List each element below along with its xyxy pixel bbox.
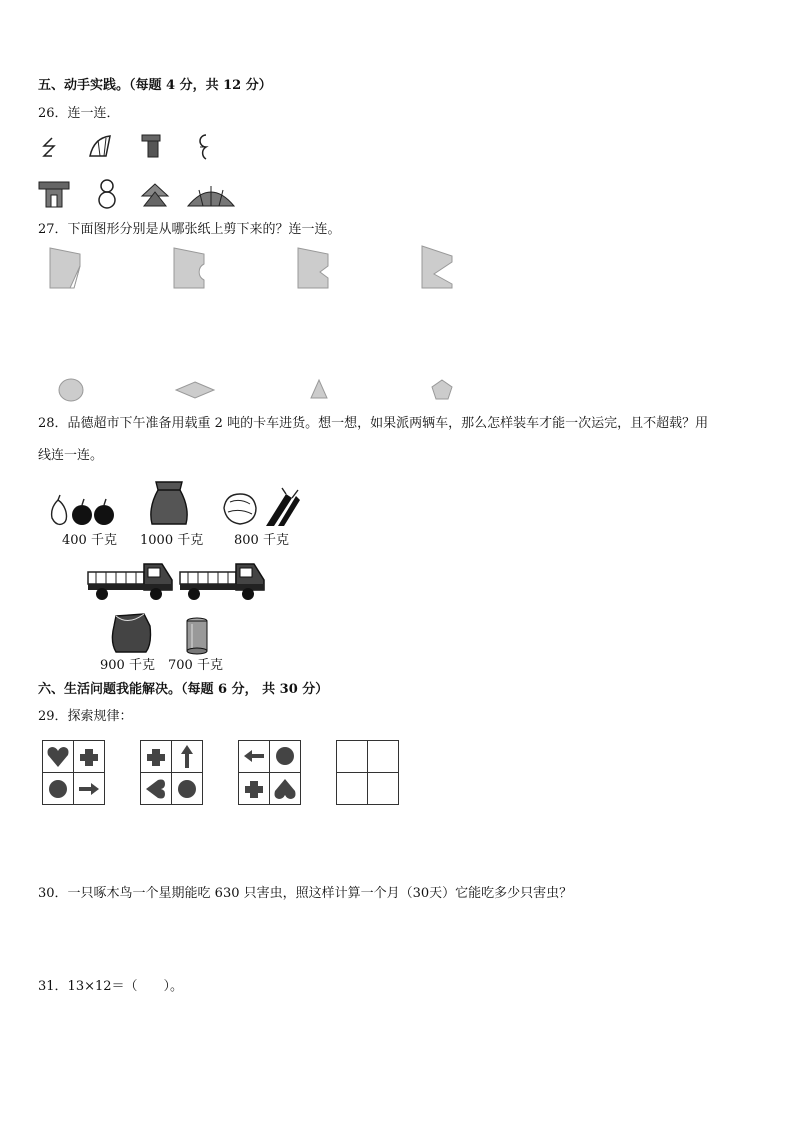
q28-text-line2: 线连一连。	[38, 448, 104, 463]
q27-triangle-shape	[309, 378, 329, 402]
pattern-grid-1	[42, 740, 106, 806]
q27-paper-piece-1	[48, 244, 84, 292]
can-icon	[184, 616, 210, 656]
q26-whole-house-icon	[38, 180, 70, 210]
q27-diamond-shape	[174, 381, 216, 401]
q26-whole-snowman-icon	[96, 178, 118, 210]
goods-label-400: 400 千克	[62, 533, 117, 548]
q26-whole-umbrella-icon	[186, 184, 236, 210]
bag-icon	[108, 612, 154, 656]
section5-heading: 五、动手实践。（每题 4 分，共 12 分）	[38, 78, 272, 93]
truck-icon-2	[178, 558, 268, 602]
q27-pentagon-shape	[430, 378, 454, 402]
q27-paper-piece-4	[420, 244, 458, 292]
goods-label-900: 900 千克	[100, 658, 155, 673]
goods-label-1000: 1000 千克	[140, 533, 204, 548]
q29-text: 29．探索规律：	[38, 709, 133, 724]
pattern-grid-2	[140, 740, 204, 806]
circle-icon	[178, 780, 196, 798]
q26-part-snowman-half-icon	[194, 133, 212, 161]
q27-text: 27．下面图形分别是从哪张纸上剪下来的？连一连。	[38, 222, 341, 237]
pattern-grid-3	[238, 740, 302, 806]
goods-label-800: 800 千克	[234, 533, 289, 548]
q27-paper-piece-2	[172, 244, 210, 292]
truck-icon-1	[86, 558, 176, 602]
q28-text-line1: 28．品德超市下午准备用载重 2 吨的卡车进货。想一想，如果派两辆车，那么怎样装车才能一次运完，且不超载？用	[38, 416, 709, 431]
circle-icon	[276, 747, 294, 765]
q27-paper-piece-3	[296, 244, 334, 292]
q27-circle-shape	[58, 378, 86, 402]
q30-text: 30．一只啄木鸟一个星期能吃 630 只害虫，照这样计算一个月（30天）它能吃多少只害虫？	[38, 886, 573, 901]
pattern-grid-answer[interactable]	[336, 740, 400, 806]
sack-icon	[146, 478, 192, 528]
q26-part-zigzag-icon	[40, 136, 60, 160]
q26-text: 26．连一连．	[38, 106, 120, 121]
q31-text: 31．13×12＝（ ）。	[38, 979, 184, 994]
circle-icon	[49, 780, 67, 798]
goods-label-700: 700 千克	[168, 658, 223, 673]
q26-part-umbrella-half-icon	[86, 134, 114, 160]
fruit-icon	[46, 494, 122, 528]
vegetable-icon	[220, 486, 304, 528]
q26-part-house-half-icon	[140, 133, 162, 161]
section6-heading: 六、生活问题我能解决。（每题 6 分， 共 30 分）	[38, 682, 329, 697]
q26-whole-tree-icon	[140, 182, 170, 208]
